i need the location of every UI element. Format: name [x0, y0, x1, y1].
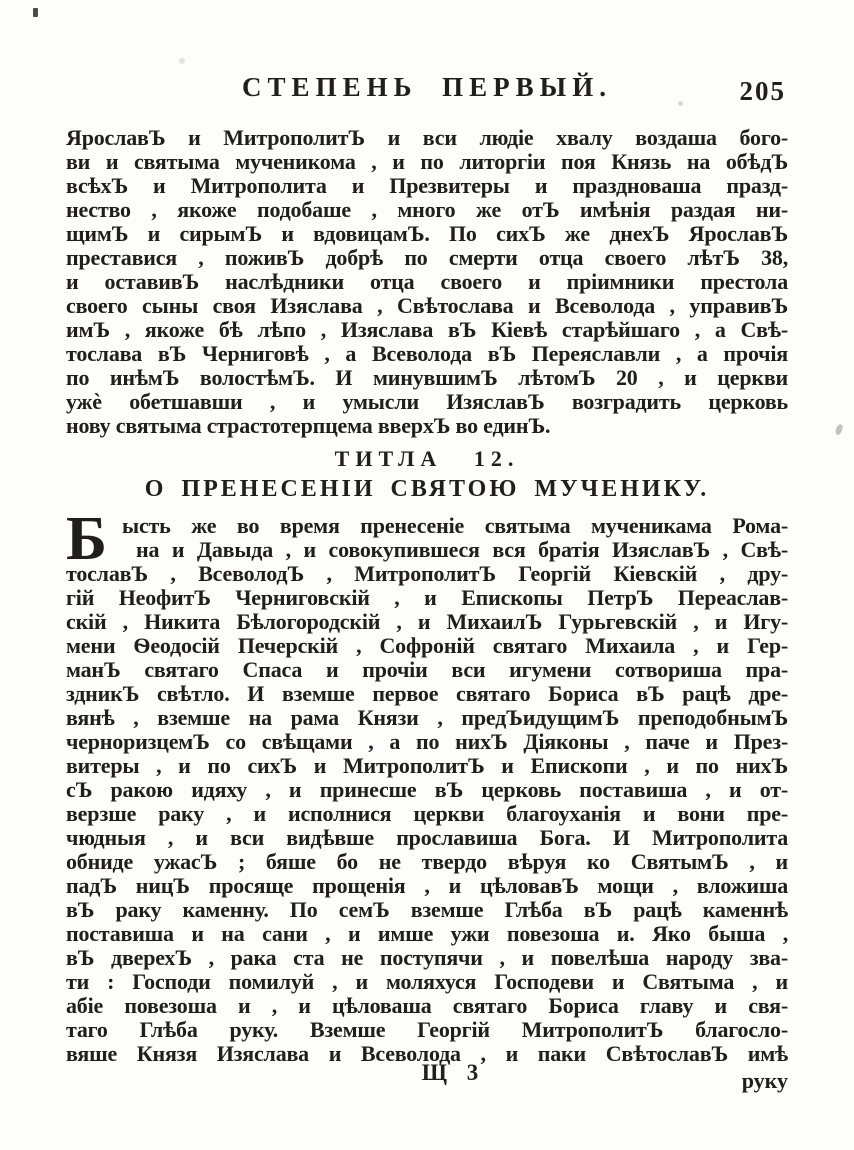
section-subheading: О ПРЕНЕСЕНІИ СВЯТОЮ МУЧЕНИКУ. [144, 476, 710, 502]
section-heading: ТИТЛА 12. [334, 446, 520, 471]
text-line: тославЪ , ВсеволодЪ , МитрополитЪ Георгій Кіевскій , дру- [66, 562, 788, 586]
text-line: здникЪ свѣтло. И вземше первое святаго Бориса вЪ рацѣ дре- [66, 682, 788, 706]
text-line: ысть же во время пренесеніе святыма мученикама Рома- [122, 514, 788, 538]
text-line: таго Глѣба руку. Вземше Георгій МитрополитЪ благосло- [66, 1018, 788, 1042]
text-line: нество , якоже подобаше , много же отЪ имѣнія раздая ни- [66, 198, 788, 222]
text-line: поставиша и на сани , и имше ужи повезоша и. Яко быша , [66, 922, 788, 946]
text-line: вЪ дверехЪ , рака ста не поступячи , и повелѣша народу зва- [66, 946, 788, 970]
running-head-title: СТЕПЕНЬ ПЕРВЫЙ. [242, 72, 612, 102]
text-line: нову святыма страстотерпцема вверхЪ во единЪ. [66, 414, 551, 438]
text-line: верзше раку , и исполнися церкви благоуханія и вони пре- [66, 802, 788, 826]
text-line: преставися , поживЪ добрѣ по смерти отца своего лѣтЪ 38, [66, 246, 788, 270]
text-line: падЪ ницЪ просяще прощенія , и цѣловавЪ мощи , вложиша [66, 874, 788, 898]
drop-cap-initial: Б [66, 505, 107, 573]
ink-speck [834, 423, 843, 435]
text-line: обниде ужасЪ ; бяше бо не твердо вѣруя ко СвятымЪ , и [66, 850, 788, 874]
ink-speck [33, 8, 38, 17]
text-line: ти : Господи помилуй , и моляхуся Господеви и Святыма , и [66, 970, 788, 994]
text-line: своего сыны своя Изяслава , Свѣтослава и Всеволода , управивЪ [66, 294, 788, 318]
text-line: тослава вЪ Черниговѣ , а Всеволода вЪ Переяславли , а прочія [66, 342, 788, 366]
text-line: щимЪ и сирымЪ и вдовицамЪ. По сихЪ же днехЪ ЯрославЪ [66, 222, 788, 246]
text-line: гій НеофитЪ Черниговскій , и Епископы ПетрЪ Переаслав- [66, 586, 788, 610]
text-line: скій , Никита Бѣлогородскій , и МихаилЪ Гурьгевскій , и Игу- [66, 610, 788, 634]
text-line: ужѐ обетшавши , и умысли ИзяславЪ возградить церковь [66, 390, 788, 414]
page-number: 205 [739, 76, 786, 106]
text-line: черноризцемЪ со свѣщами , а по нихЪ Діяконы , паче и През- [66, 730, 788, 754]
text-line: вянѣ , вземше на рама Князи , предЪидущимЪ преподобнымЪ [66, 706, 788, 730]
text-line: абіе повезоша и , и цѣловаша святаго Бориса главу и свя- [66, 994, 788, 1018]
text-line: всѣхЪ и Митрополита и Презвитеры и праздноваша празд- [66, 174, 788, 198]
paragraph-2 [66, 505, 788, 1066]
catchword: руку [741, 1068, 788, 1093]
text-line: вЪ раку каменну. По семЪ вземше Глѣба вЪ рацѣ каменнѣ [66, 898, 788, 922]
text-line: витеры , и по сихЪ и МитрополитЪ и Епископи , и по нихЪ [66, 754, 788, 778]
text-line: и оставивЪ наслѣдники отца своего и пріимники престола [66, 270, 788, 294]
text-line: ви и святыма мученикома , и по литоргіи поя Князь на обѣдЪ [66, 150, 788, 174]
text-line: сЪ ракою идяху , и принесше вЪ церковь поставиша , и от- [66, 778, 788, 802]
text-line: манЪ святаго Спаса и прочіи вси игумени сотвориша пра- [66, 658, 788, 682]
text-line: вяше Князя Изяслава и Всеволода , и паки СвѣтославЪ имѣ [66, 1042, 788, 1066]
quire-signature: Щ 3 [421, 1060, 481, 1085]
text-line: на и Давыда , и совокупившеся вся братія ИзяславЪ , Свѣ- [136, 538, 788, 562]
text-line: чюдныя , и вси видѣвше прославиша Бога. И Митрополита [66, 826, 788, 850]
text-line: имЪ , якоже бѣ лѣпо , Изяслава вЪ Кіевѣ старѣйшаго , а Свѣ- [66, 318, 788, 342]
text-line: мени Ѳеодосій Печерскій , Софроній святаго Михаила , и Гер- [66, 634, 788, 658]
ink-speck [179, 58, 185, 64]
paragraph-1 [66, 126, 788, 438]
text-line: ЯрославЪ и МитрополитЪ и вси людіе хвалу воздаша бого- [66, 126, 788, 150]
text-line: по инѣмЪ волостѣмЪ. И минувшимЪ лѣтомЪ 20 , и церкви [66, 366, 788, 390]
